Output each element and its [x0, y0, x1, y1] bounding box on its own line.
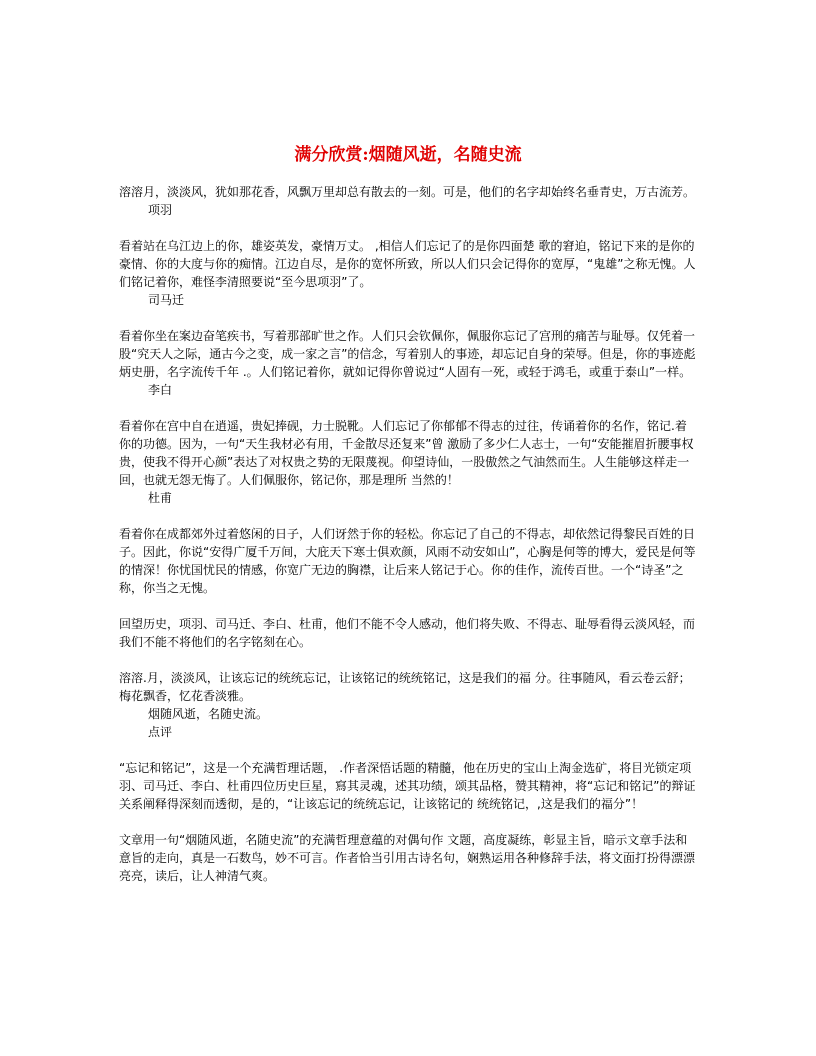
- paragraph: 看着你在宫中自在逍遥，贵妃捧砚，力士脱靴。人们忘记了你郁郁不得志的过往，传诵着你的名作，铭记.着你的功德。因为，一句“天生我材必有用，千金散尽还复来”曾 激励了多少仁人志士，一句“安能摧眉折腰事权贵，使我不得开心颜”表达了对权贵之势的无限蔑视。仰望诗仙，一股傲然之气油然而生。人生能够这样走一回，也就无怨无悔了。人们佩服你，铭记你，那是理所 当然的！: [119, 419, 694, 487]
- section-heading: 点评: [148, 725, 173, 739]
- paragraph-spacer: [119, 741, 697, 759]
- document-title: 满分欣赏:烟随风逝，名随史流: [294, 145, 522, 165]
- paragraph: 回望历史，项羽、司马迁、李白、杜甫，他们不能不令人感动，他们将失败、不得志、耻辱看得云淡风轻，而我们不能不将他们的名字铭刻在心。: [119, 617, 696, 649]
- paragraph-spacer: [119, 309, 697, 327]
- paragraph: 溶溶.月，淡淡风，让该忘记的统统忘记，让该铭记的统统铭记，这是我们的福 分。往事随风，看云卷云舒；梅花飘香，忆花香淡雅。: [119, 671, 691, 703]
- section-heading: 司马迁: [148, 293, 185, 307]
- paragraph: 溶溶月，淡淡风，犹如那花香，风飘万里却总有散去的一刻。可是，他们的名字却始终名垂青史，万古流芳。: [119, 185, 696, 199]
- paragraph-spacer: [119, 219, 697, 237]
- paragraph: 看着站在乌江边上的你，雄姿英发，豪情万丈。 ,相信人们忘记了的是你四面楚 歌的窘迫，铭记下来的是你的豪情、你的大度与你的痴情。江边自尽，是你的宽怀所致，所以人们只会记得你的宽厚，“鬼雄”之称无愧。人们铭记着你，难怪李清照要说“至今思项羽”了。: [119, 239, 696, 289]
- paragraph-spacer: [119, 813, 697, 831]
- paragraph-spacer: [119, 399, 697, 417]
- paragraph: 文章用一句“烟随风逝，名随史流”的充满哲理意蕴的对偶句作 文题，高度凝练，彰显主旨，暗示文章手法和意旨的走向，真是一石数鸟，妙不可言。作者恰当引用古诗名句，娴熟运用各种修辞手法，将文面打扮得漂漂亮亮，读后，让人神清气爽。: [119, 833, 696, 883]
- paragraph-spacer: [119, 651, 697, 669]
- paragraph-spacer: [119, 507, 697, 525]
- section-heading: 李白: [148, 383, 173, 397]
- section-heading: 杜甫: [148, 491, 173, 505]
- paragraph: 看着你坐在案边奋笔疾书，写着那部旷世之作。人们只会钦佩你，佩服你忘记了宫刑的痛苦与耻辱。仅凭着一股“究天人之际，通古今之变，成一家之言”的信念，写着别人的事迹，却忘记自身的荣辱。但是，你的事迹彪炳史册，名字流传千年 .。人们铭记着你，就如记得你曾说过“人固有一死，或轻于鸿毛，或重于泰山”一样。: [119, 329, 696, 379]
- section-heading: 烟随风逝，名随史流。: [148, 707, 269, 721]
- paragraph: “忘记和铭记”，这是一个充满哲理话题， .作者深悟话题的精髓，他在历史的宝山上淘金选矿，将目光锁定项羽、司马迁、李白、杜甫四位历史巨星，寫其灵魂，述其功绩，颂其品格，赞其精神，将“忘记和铭记”的辩证关系阐释得深刻而透彻，是的，“让该忘记的统统忘记，让该铭记的 统统铭记，,这是我们的福分”！: [119, 761, 696, 811]
- paragraph-spacer: [119, 597, 697, 615]
- document-body: [119, 183, 697, 885]
- paragraph: 看着你在成都郊外过着悠闲的日子，人们讶然于你的轻松。你忘记了自己的不得志，却依然记得黎民百姓的日子。因此，你说“安得广厦千万间，大庇天下寒士俱欢颜，风雨不动安如山”，心胸是何等的博大，爱民是何等的情深！你忧国忧民的情感，你宽广无边的胸襟，让后来人铭记于心。你的佳作，流传百世。一个“诗圣”之称，你当之无愧。: [119, 527, 696, 595]
- section-heading: 项羽: [148, 203, 173, 217]
